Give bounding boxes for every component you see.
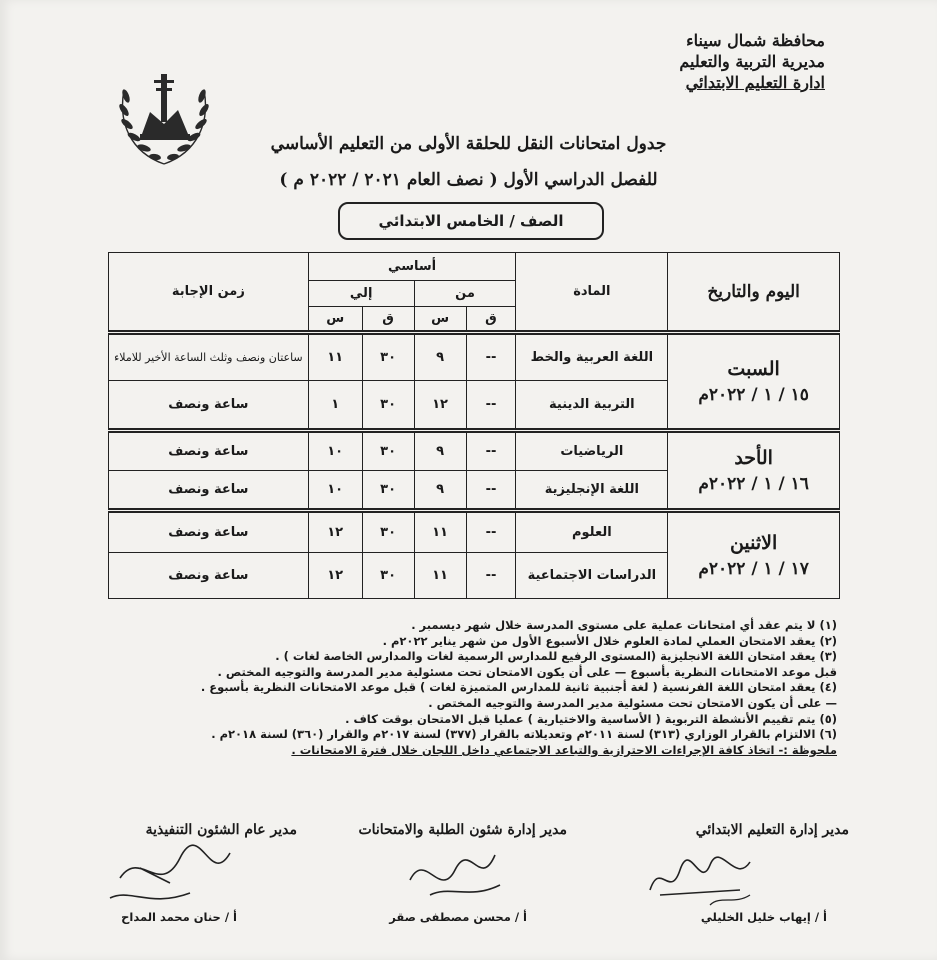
- semester-subtitle: للفصل الدراسي الأول ( نصف العام ٢٠٢١ / ٢٠٢٢ م ): [279, 170, 658, 190]
- note-item: ملحوظة :- اتخاذ كافة الإجراءات الاحترازية والتباعد الاجتماعي داخل اللجان خلال فترة الامتحانات .: [291, 742, 837, 757]
- duration-cell: ساعة ونصف: [109, 471, 309, 511]
- day-date: ١٧ / ١ / ٢٠٢٢م: [698, 558, 809, 579]
- to-s-cell: ١: [308, 381, 362, 431]
- signature-title: مدير إدارة شئون الطلبة والامتحانات: [358, 822, 567, 838]
- signature-name: أ / حنان محمد المداح: [121, 910, 237, 924]
- to-s-cell: ١١: [308, 333, 362, 381]
- note-item: (٢) يعقد الامتحان العملي لمادة العلوم خلال الأسبوع الأول من شهر يناير ٢٠٢٢م .: [382, 633, 837, 648]
- note-item: (١) لا يتم عقد أي امتحانات عملية على مستوى المدرسة خلال شهر ديسمبر .: [411, 618, 837, 632]
- to-q-cell: ٣٠: [362, 381, 414, 431]
- day-name: السبت: [727, 357, 780, 380]
- table-row: [109, 333, 840, 381]
- to-s-cell: ١٢: [308, 553, 362, 599]
- from-s-cell: ٩: [414, 333, 466, 381]
- org-header: [679, 30, 825, 93]
- note-item: (٤) يعقد امتحان اللغة الفرنسية ( لغة أجنبية ثانية للمدارس المتميزة لغات ) قبل موعد الامتحانات النظرية بأسبوع .: [200, 680, 837, 695]
- signature-scribble: [400, 845, 520, 905]
- subject-cell: اللغة العربية والخط: [516, 333, 668, 381]
- subject-cell: الرياضيات: [516, 431, 668, 471]
- from-s-cell: ١٢: [414, 381, 466, 431]
- exam-schedule-table: [108, 252, 840, 599]
- day-date: ١٥ / ١ / ٢٠٢٢م: [698, 384, 809, 405]
- to-q-cell: ٣٠: [362, 511, 414, 553]
- subject-cell: التربية الدينية: [516, 381, 668, 431]
- header-day-date: اليوم والتاريخ: [668, 253, 840, 333]
- duration-cell: ساعة ونصف: [109, 553, 309, 599]
- note-item: (٣) يعقد امتحان اللغة الانجليزية (المستوى الرفيع للمدارس الرسمية لغات والمدارس الخاصة لغات ) .: [275, 649, 837, 664]
- day-name: الأحد: [734, 446, 773, 469]
- header-basic: أساسي: [308, 253, 516, 281]
- grade-label: الصف / الخامس الابتدائي: [338, 202, 604, 240]
- to-s-cell: ١٠: [308, 471, 362, 511]
- duration-cell: ساعة ونصف: [109, 381, 309, 431]
- duration-cell: ساعة ونصف: [109, 431, 309, 471]
- table-row: [109, 431, 840, 471]
- signature-scribble: [100, 838, 240, 913]
- to-q-cell: ٣٠: [362, 471, 414, 511]
- note-item: — على أن يكون الامتحان تحت مسئولية مدير المدرسة والتوجيه المختص .: [428, 695, 837, 710]
- duration-cell: ساعتان ونصف وثلث الساعة الأخير للاملاء: [109, 333, 309, 381]
- subject-cell: العلوم: [516, 511, 668, 553]
- from-q-cell: --: [466, 431, 516, 471]
- day-date: ١٦ / ١ / ٢٠٢٢م: [698, 473, 809, 494]
- note-item: (٦) الالتزام بالقرار الوزاري (٣١٣) لسنة ٢٠١١م وتعديلاته بالقرار (٣٧٧) لسنة ٢٠١٧م والقرار (٣٦٠) لسنة ٢٠١٨م .: [211, 727, 837, 742]
- from-s-cell: ٩: [414, 471, 466, 511]
- header-from-s: س: [414, 307, 466, 333]
- header-from: من: [414, 281, 516, 307]
- schedule-title: جدول امتحانات النقل للحلقة الأولى من التعليم الأساسي: [270, 134, 667, 154]
- governorate-label: محافظة شمال سيناء: [686, 31, 825, 50]
- signature-title: مدير إدارة التعليم الابتدائي: [695, 822, 849, 838]
- notes-list: [77, 618, 837, 758]
- note-item: قبل موعد الامتحانات النظرية بأسبوع — على أن يكون الامتحان تحت مسئولية مدير المدرسة والتوجيه المختص .: [217, 664, 837, 679]
- header-to-s: س: [308, 307, 362, 333]
- directorate-label: مديرية التربية والتعليم: [679, 52, 825, 71]
- table-row: [109, 511, 840, 553]
- duration-cell: ساعة ونصف: [109, 511, 309, 553]
- header-duration: زمن الإجابة: [109, 253, 309, 333]
- signature-name: أ / محسن مصطفى صقر: [389, 910, 527, 924]
- day-cell: [668, 431, 840, 511]
- signature-name: أ / إيهاب خليل الخليلي: [700, 910, 827, 924]
- day-name: الاثنين: [729, 531, 778, 554]
- header-from-q: ق: [466, 307, 516, 333]
- to-s-cell: ١٠: [308, 431, 362, 471]
- note-item: (٥) يتم تقييم الأنشطة التربوية ( الأساسية والاختيارية ) عمليا قبل الامتحان بوقت كاف .: [345, 711, 837, 726]
- from-q-cell: --: [466, 553, 516, 599]
- emblem-logo: [112, 52, 216, 172]
- from-s-cell: ١١: [414, 553, 466, 599]
- subject-cell: الدراسات الاجتماعية: [516, 553, 668, 599]
- from-s-cell: ١١: [414, 511, 466, 553]
- signature-title: مدير عام الشئون التنفيذية: [145, 822, 297, 838]
- from-q-cell: --: [466, 471, 516, 511]
- from-q-cell: --: [466, 381, 516, 431]
- signature-scribble: [640, 850, 770, 910]
- from-s-cell: ٩: [414, 431, 466, 471]
- to-q-cell: ٣٠: [362, 333, 414, 381]
- day-cell: [668, 333, 840, 431]
- from-q-cell: --: [466, 511, 516, 553]
- day-cell: [668, 511, 840, 599]
- from-q-cell: --: [466, 333, 516, 381]
- to-q-cell: ٣٠: [362, 553, 414, 599]
- header-subject: المادة: [516, 253, 668, 333]
- subject-cell: اللغة الإنجليزية: [516, 471, 668, 511]
- administration-label: ادارة التعليم الابتدائي: [685, 73, 825, 92]
- header-to: إلي: [308, 281, 414, 307]
- header-to-q: ق: [362, 307, 414, 333]
- to-s-cell: ١٢: [308, 511, 362, 553]
- to-q-cell: ٣٠: [362, 431, 414, 471]
